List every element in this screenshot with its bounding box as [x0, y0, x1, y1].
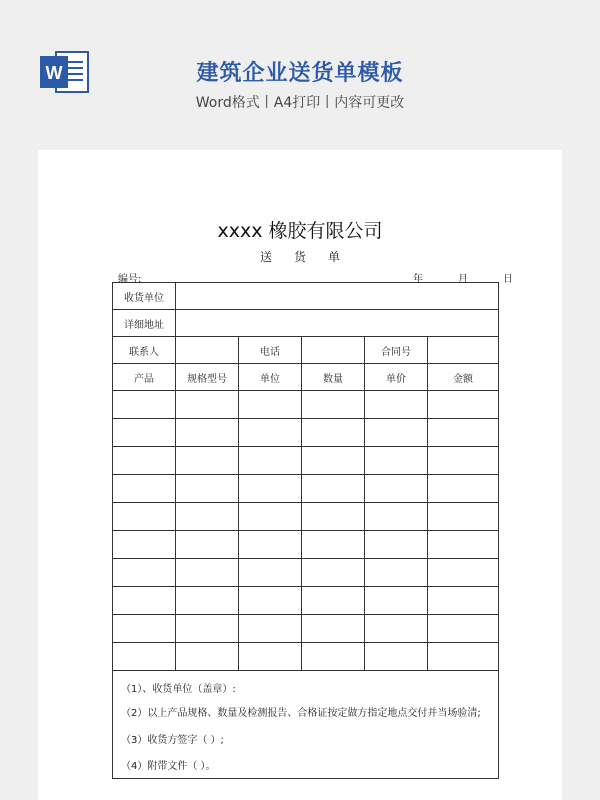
- item-cell[interactable]: [239, 503, 302, 531]
- item-cell[interactable]: [365, 615, 428, 643]
- receiver-unit-cell[interactable]: [176, 283, 499, 310]
- item-cell[interactable]: [302, 615, 365, 643]
- item-cell[interactable]: [113, 559, 176, 587]
- note-line: （2）以上产品规格、数量及检测报告、合格证按定做方指定地点交付并当场验清;: [113, 698, 499, 725]
- table-row: [113, 503, 499, 531]
- item-cell[interactable]: [428, 447, 499, 475]
- item-cell[interactable]: [176, 587, 239, 615]
- item-cell[interactable]: [176, 419, 239, 447]
- phone-cell[interactable]: [302, 337, 365, 364]
- item-cell[interactable]: [365, 419, 428, 447]
- item-cell[interactable]: [176, 391, 239, 419]
- number-label: 编号:: [118, 274, 142, 285]
- table-row: [113, 391, 499, 419]
- item-cell[interactable]: [302, 643, 365, 671]
- contract-no-cell[interactable]: [428, 337, 499, 364]
- item-cell[interactable]: [428, 419, 499, 447]
- item-cell[interactable]: [239, 475, 302, 503]
- item-cell[interactable]: [365, 531, 428, 559]
- item-cell[interactable]: [176, 503, 239, 531]
- header: [0, 0, 600, 150]
- item-cell[interactable]: [365, 587, 428, 615]
- table-row: [113, 587, 499, 615]
- item-cell[interactable]: [365, 447, 428, 475]
- phone-label: 电话: [239, 337, 302, 364]
- item-cell[interactable]: [302, 475, 365, 503]
- item-cell[interactable]: [239, 587, 302, 615]
- table-row: [113, 559, 499, 587]
- item-cell[interactable]: [428, 643, 499, 671]
- item-cell[interactable]: [428, 615, 499, 643]
- item-cell[interactable]: [365, 643, 428, 671]
- column-header: 产品: [113, 364, 176, 391]
- note-row: [113, 671, 499, 698]
- contact-cell[interactable]: [176, 337, 239, 364]
- table-row: [113, 643, 499, 671]
- item-cell[interactable]: [113, 643, 176, 671]
- item-cell[interactable]: [113, 587, 176, 615]
- contract-no-label: 合同号: [365, 337, 428, 364]
- item-cell[interactable]: [239, 615, 302, 643]
- item-cell[interactable]: [176, 559, 239, 587]
- item-cell[interactable]: [302, 531, 365, 559]
- item-cell[interactable]: [365, 503, 428, 531]
- table-row: [113, 283, 499, 310]
- page-subtitle: Word格式丨A4打印丨内容可更改: [195, 95, 405, 111]
- item-cell[interactable]: [428, 531, 499, 559]
- item-cell[interactable]: [302, 447, 365, 475]
- item-cell[interactable]: [239, 531, 302, 559]
- item-cell[interactable]: [428, 503, 499, 531]
- item-cell[interactable]: [428, 475, 499, 503]
- column-header: 单价: [365, 364, 428, 391]
- item-cell[interactable]: [239, 391, 302, 419]
- item-cell[interactable]: [239, 419, 302, 447]
- document-sheet: [38, 150, 562, 800]
- item-cell[interactable]: [113, 615, 176, 643]
- company-name: xxxx 橡胶有限公司: [217, 220, 383, 242]
- note-line: （3）收货方签字（ ）;: [113, 725, 499, 752]
- receiver-unit-label: 收货单位: [113, 283, 176, 310]
- date-day-label: 日: [503, 274, 513, 285]
- item-cell[interactable]: [302, 391, 365, 419]
- column-header: 规格型号: [176, 364, 239, 391]
- column-header-row: [113, 364, 499, 391]
- column-header: 数量: [302, 364, 365, 391]
- column-header: 金额: [428, 364, 499, 391]
- note-line: （1）、收货单位（盖章）:: [113, 671, 499, 698]
- item-cell[interactable]: [302, 419, 365, 447]
- item-cell[interactable]: [302, 559, 365, 587]
- item-cell[interactable]: [113, 531, 176, 559]
- table-row: [113, 475, 499, 503]
- page-title: 建筑企业送货单模板: [196, 61, 404, 86]
- item-cell[interactable]: [176, 615, 239, 643]
- item-cell[interactable]: [113, 391, 176, 419]
- table-row: [113, 615, 499, 643]
- delivery-table: [112, 282, 499, 779]
- note-row: [113, 752, 499, 779]
- item-cell[interactable]: [428, 587, 499, 615]
- item-cell[interactable]: [239, 643, 302, 671]
- item-cell[interactable]: [239, 559, 302, 587]
- item-cell[interactable]: [176, 643, 239, 671]
- item-cell[interactable]: [428, 559, 499, 587]
- date-month-label: 月: [458, 274, 468, 285]
- item-cell[interactable]: [302, 587, 365, 615]
- address-label: 详细地址: [113, 310, 176, 337]
- table-row: [113, 531, 499, 559]
- table-row: [113, 337, 499, 364]
- document-title: 送货单: [259, 250, 362, 264]
- date-year-label: 年: [413, 274, 423, 285]
- item-cell[interactable]: [176, 447, 239, 475]
- contact-label: 联系人: [113, 337, 176, 364]
- table-row: [113, 310, 499, 337]
- table-row: [113, 419, 499, 447]
- note-line: （4）附带文件（ ）。: [113, 752, 499, 779]
- item-cell[interactable]: [428, 391, 499, 419]
- item-cell[interactable]: [365, 475, 428, 503]
- item-cell[interactable]: [176, 531, 239, 559]
- item-cell[interactable]: [365, 559, 428, 587]
- note-row: [113, 725, 499, 752]
- column-header: 单位: [239, 364, 302, 391]
- table-row: [113, 447, 499, 475]
- item-cell[interactable]: [239, 447, 302, 475]
- item-cell[interactable]: [113, 503, 176, 531]
- word-icon-letter: W: [45, 63, 63, 83]
- item-cell[interactable]: [365, 391, 428, 419]
- item-cell[interactable]: [176, 475, 239, 503]
- item-cell[interactable]: [113, 419, 176, 447]
- note-row: [113, 698, 499, 725]
- item-cell[interactable]: [113, 447, 176, 475]
- item-cell[interactable]: [113, 475, 176, 503]
- item-cell[interactable]: [302, 503, 365, 531]
- address-cell[interactable]: [176, 310, 499, 337]
